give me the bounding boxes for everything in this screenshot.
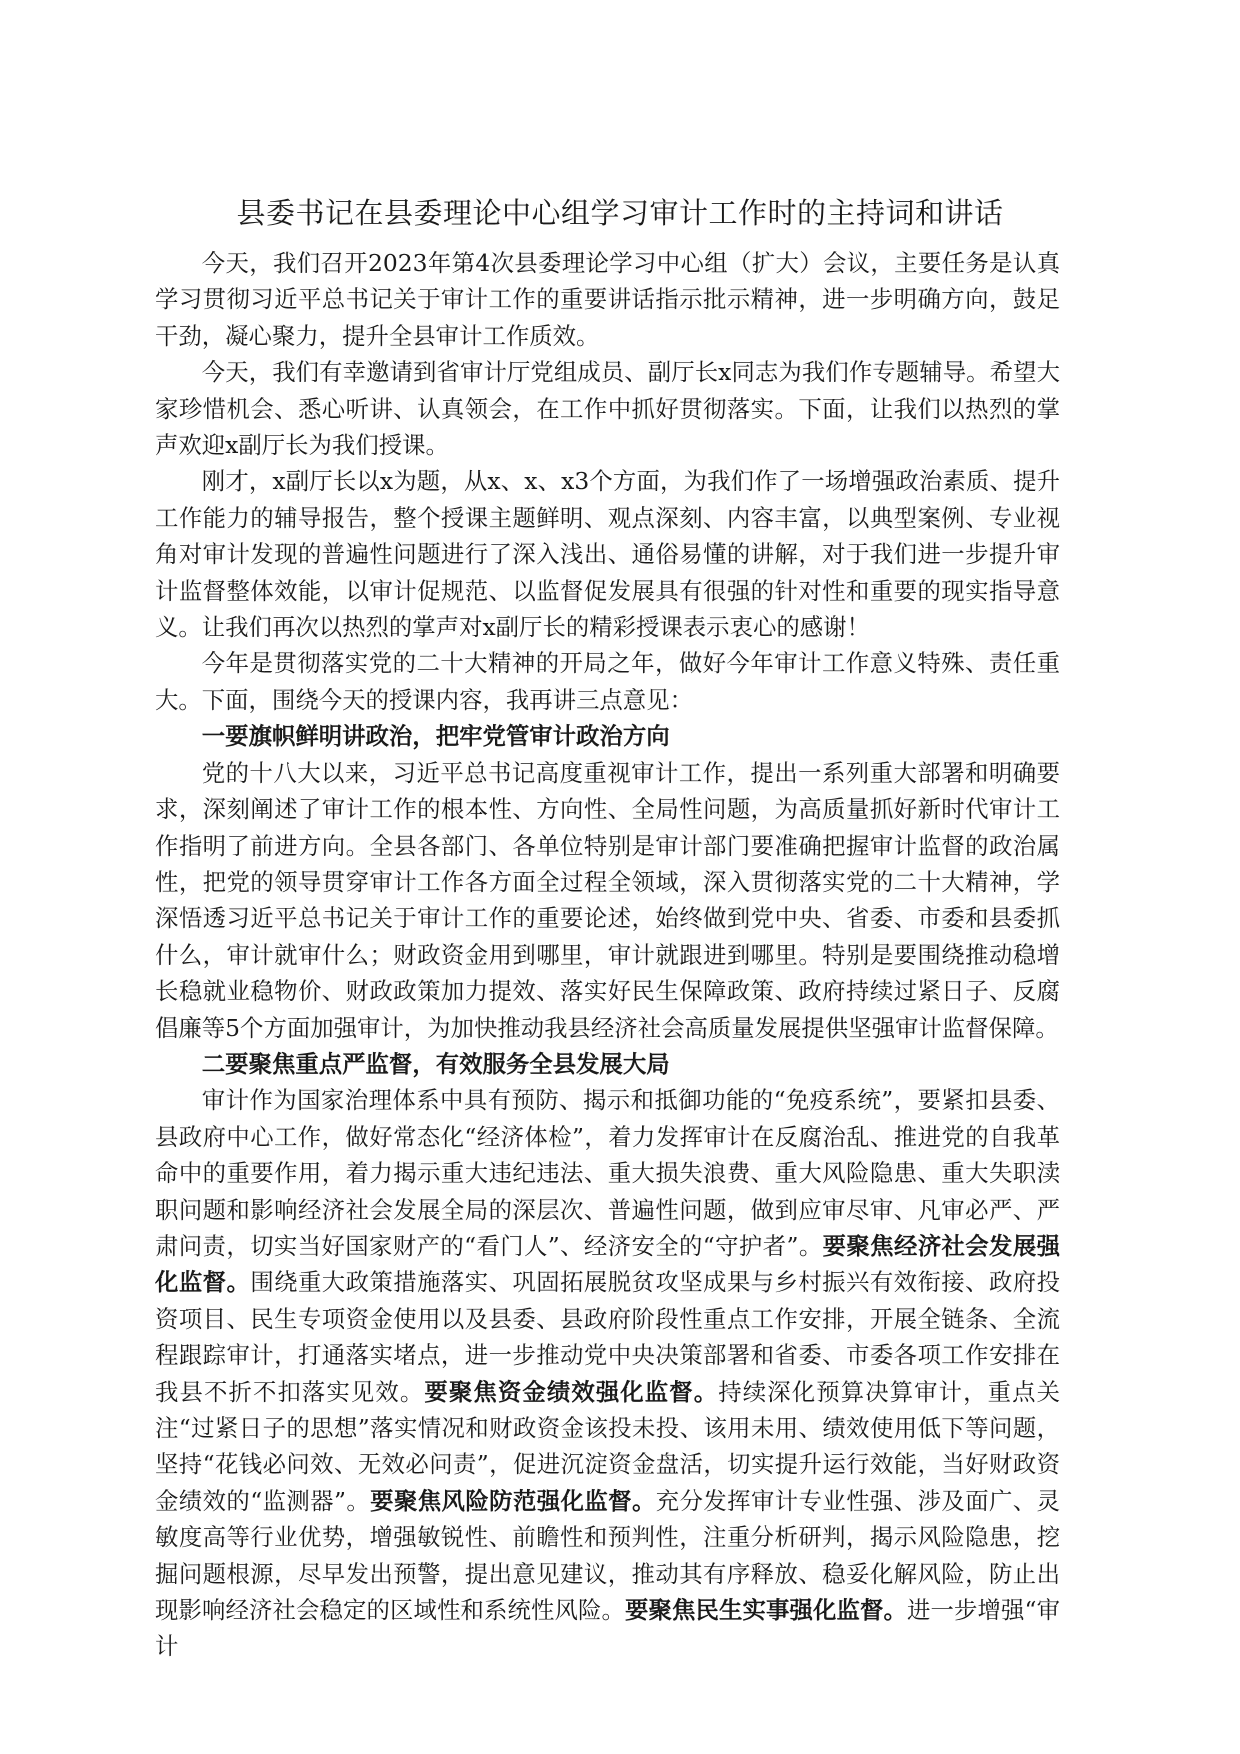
transition-paragraph: 今年是贯彻落实党的二十大精神的开局之年，做好今年审计工作意义特殊、责任重大。下面，围绕今天的授课内容，我再讲三点意见： [155,649,1060,714]
document-body [155,245,1060,1665]
opening-paragraph: 今天，我们召开2023年第4次县委理论学习中心组（扩大）会议，主要任务是认真学习贯彻习近平总书记关于审计工作的重要讲话指示批示精神，进一步明确方向，鼓足干劲，凝心聚力，提升全县审计工作质效。 [155,249,1060,350]
document-title: 县委书记在县委理论中心组学习审计工作时的主持词和讲话 [236,196,1004,230]
bold-point-funds: 要聚焦资金绩效强化监督。 [424,1377,719,1406]
point-livelihood-text: 进一步增强“审计 [155,1596,1060,1661]
thanks-paragraph: 刚才，x副厅长以x为题，从x、x、x3个方面，为我们作了一场增强政治素质、提升工作能力的辅导报告，整个授课主题鲜明、观点深刻、内容丰富，以典型案例、专业视角对审计发现的普遍性问题进行了深入浅出、通俗易懂的讲解，对于我们进一步提升审计监督整体效能，以审计促规范、以监督促发展具有很强的针对性和重要的现实指导意义。让我们再次以热烈的掌声对x副厅长的精彩授课表示衷心的感谢！ [155,467,1060,642]
bold-point-livelihood: 要聚焦民生实事强化监督。 [625,1596,908,1625]
point-funds-text: 持续深化预算决算审计，重点关注“过紧日子的思想”落实情况和财政资金该投未投、该用未用、绩效使用低下等问题，坚持“花钱必问效、无效必问责”，促进沉淀资金盘活，切实提升运行效能，当好财政资金绩效的“监测器”。 [155,1377,1061,1515]
bold-point-economy: 要聚焦经济社会发展强化监督。 [155,1231,1060,1297]
section-heading-1: 一要旗帜鲜明讲政治，把牢党管审计政治方向 [201,722,670,751]
section-1-paragraph: 党的十八大以来，习近平总书记高度重视审计工作，提出一系列重大部署和明确要求，深刻阐述了审计工作的根本性、方向性、全局性问题，为高质量抓好新时代审计工作指明了前进方向。全县各部门、各单位特别是审计部门要准确把握审计监督的政治属性，把党的领导贯穿审计工作各方面全过程全领域，深入贯彻落实党的二十大精神，学深悟透习近平总书记关于审计工作的重要论述，始终做到党中央、省委、市委和县委抓什么，审计就审什么；财政资金用到哪里，审计就跟进到哪里。特别是要围绕推动稳增长稳就业稳物价、财政政策加力提效、落实好民生保障政策、政府持续过紧日子、反腐倡廉等5个方面加强审计，为加快推动我县经济社会高质量发展提供坚强审计监督保障。 [155,758,1060,1042]
section-2-intro: 审计作为国家治理体系中具有预防、揭示和抵御功能的“免疫系统”，要紧扣县委、县政府中心工作，做好常态化“经济体检”，着力发挥审计在反腐治乱、推进党的自我革命中的重要作用，着力揭示重大违纪违法、重大损失浪费、重大风险隐患、重大失职渎职问题和影响经济社会发展全局的深层次、普遍性问题，做到应审尽审、凡审必严、严肃问责，切实当好国家财产的“看门人”、经济安全的“守护者”。 [155,1086,1060,1260]
section-heading-2: 二要聚焦重点严监督，有效服务全县发展大局 [201,1049,670,1078]
point-economy-text: 围绕重大政策措施落实、巩固拓展脱贫攻坚成果与乡村振兴有效衔接、政府投资项目、民生专项资金使用以及县委、县政府阶段性重点工作安排，开展全链条、全流程跟踪审计，打通落实堵点，进一步推动党中央决策部署和省委、市委各项工作安排在我县不折不扣落实见效。 [155,1268,1061,1406]
point-risk-text: 充分发挥审计专业性强、涉及面广、灵敏度高等行业优势，增强敏锐性、前瞻性和预判性，注重分析研判，揭示风险隐患，挖掘问题根源，尽早发出预警，提出意见建议，推动其有序释放、稳妥化解风险，防止出现影响经济社会稳定的区域性和系统性风险。 [155,1486,1060,1625]
invitation-paragraph: 今天，我们有幸邀请到省审计厅党组成员、副厅长x同志为我们作专题辅导。希望大家珍惜机会、悉心听讲、认真领会，在工作中抓好贯彻落实。下面，让我们以热烈的掌声欢迎x副厅长为我们授课。 [155,358,1060,460]
section-2-paragraph [155,1082,1060,1665]
bold-point-risk: 要聚焦风险防范强化监督。 [370,1486,656,1515]
